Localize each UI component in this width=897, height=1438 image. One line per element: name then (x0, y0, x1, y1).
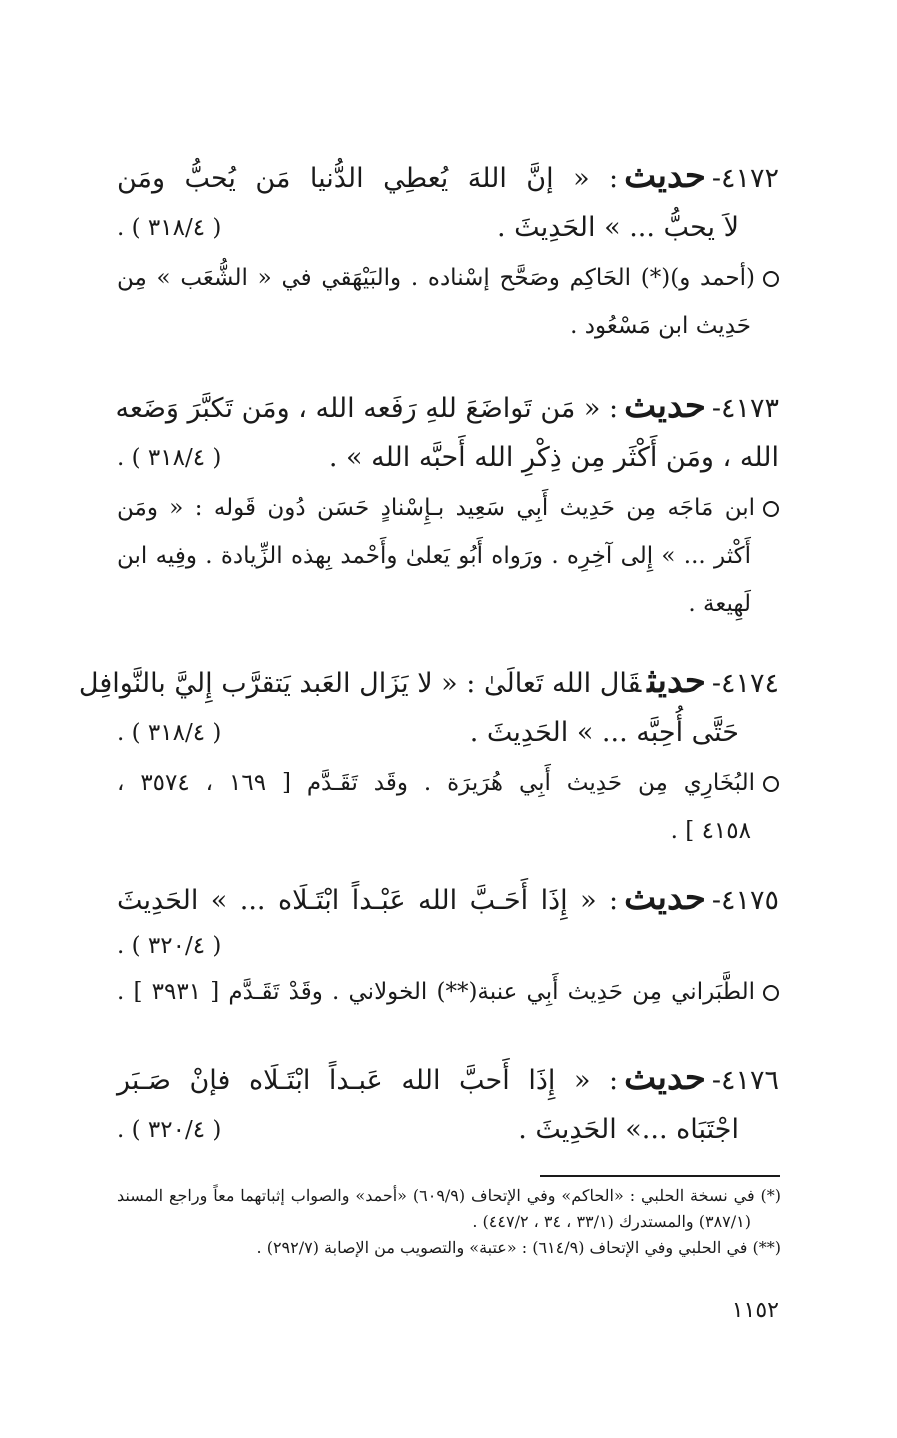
commentary-text: (أحمد و)(*) الحَاكِم وصَحَّح إسْناده . والبَيْهَقي في « الشُّعَب » مِن (117, 265, 755, 291)
entry-heading-text: حَتَّى أُحِبَّه ... » الحَدِيثَ . (469, 717, 739, 748)
footnotes (117, 1183, 781, 1261)
hadith-entry-4176 (117, 1052, 779, 1156)
entry-heading-line (117, 432, 779, 484)
footnote-divider (540, 1175, 780, 1177)
entry-heading-line (117, 872, 779, 924)
commentary-text: الطَّبَراني مِن حَدِيث أَبِي عنبة(**) الخولاني . وقَدْ تَقَـدَّم [ ٣٩٣١ ] . (117, 979, 755, 1005)
entry-heading-line (78, 655, 779, 707)
entry-heading-line (117, 1104, 779, 1156)
entry-heading-text: اجْتَبَاه ...» الحَدِيثَ . (518, 1114, 739, 1145)
entry-heading-text: : « مَن تَواضَعَ للهِ رَفَعه الله ، ومَن تَكبَّرَ وَضَعه (115, 393, 619, 424)
entry-heading-text: : « إنَّ اللهَ يُعطِي الدُّنيا مَن يُحبُّ ومَن (117, 163, 619, 194)
page-number: ١١٥٢ (731, 1298, 779, 1323)
commentary-line (117, 968, 779, 1016)
commentary-text: حَدِيث ابن مَسْعُود . (570, 313, 751, 339)
commentary-text: أَكْثر ... » إِلى آخِرِه . ورَواه أَبُو يَعلىٰ وأَحْمد بِهذه الزِّيادة . وفِيه ابن (117, 543, 751, 569)
hadith-entry-4174 (78, 655, 779, 855)
commentary-text: لَهِيعة . (688, 591, 751, 617)
entry-keyword: حديث (624, 1058, 706, 1098)
circle-bullet-icon (763, 776, 779, 792)
entry-keyword: حديث (624, 156, 706, 196)
entry-keyword: حديث (624, 386, 706, 426)
commentary-line (117, 484, 779, 532)
entry-heading-line (117, 150, 779, 202)
footnote-line: (٣٨٧/١) والمستدرك (٣٣/١ ، ٣٤ ، ٤٤٧/٢) . (472, 1212, 751, 1231)
hadith-entry-4172 (117, 150, 779, 350)
commentary-text: ٤١٥٨ ] . (670, 818, 751, 844)
entry-heading-text: لاَ يحبُّ ... » الحَدِيثَ . (497, 212, 739, 243)
source-reference: ( ٣٢٠/٤ ) . (117, 933, 222, 959)
circle-bullet-icon (763, 501, 779, 517)
entry-number: ٤١٧٢- (711, 163, 779, 194)
commentary-line (117, 807, 779, 855)
entry-heading-text: قَال الله تَعالَىٰ : « لا يَزَال العَبد يَتقرَّب إِليَّ بالنَّوافِل (78, 668, 642, 699)
commentary-text: البُخَارِي مِن حَدِيث أَبِي هُرَيرَة . وقَد تَقَـدَّم [ ١٦٩ ، ٣٥٧٤ ، (117, 770, 756, 796)
source-reference: ( ٣١٨/٤ ) . (117, 215, 222, 241)
entry-heading-line (117, 380, 779, 432)
entry-heading-text: : « إِذَا أَحبَّ الله عَبـداً ابْتَـلَاه فإنْ صَـبَر (117, 1065, 619, 1096)
hadith-entry-4173 (117, 380, 779, 628)
commentary-line (117, 532, 779, 580)
hadith-entry-4175 (117, 872, 779, 1016)
entry-number: ٤١٧٣- (711, 393, 779, 424)
circle-bullet-icon (763, 985, 779, 1001)
footnote-line: (**) في الحلبي وفي الإتحاف (٦١٤/٩) : «عتبة» والتصويب من الإصابة (٢٩٢/٧) . (256, 1238, 781, 1257)
footnote-line: (*) في نسخة الحلبي : «الحاكم» وفي الإتحاف (٦٠٩/٩) «أحمد» والصواب إثباتهما معاً وراجع المسند (117, 1186, 781, 1205)
entry-heading-line (117, 202, 779, 254)
commentary-text: ابن مَاجَه مِن حَدِيث أَبِي سَعِيد بـإِسْنادٍ حَسَن دُون قَوله : « ومَن (117, 495, 755, 521)
circle-bullet-icon (763, 271, 779, 287)
source-reference: ( ٣١٨/٤ ) . (117, 445, 222, 471)
entry-keyword: حديث (624, 878, 706, 918)
entry-keyword: حديث (647, 661, 706, 701)
commentary-line (117, 580, 779, 628)
source-reference: ( ٣١٨/٤ ) . (117, 720, 222, 746)
entry-heading-line (117, 1052, 779, 1104)
commentary-line (117, 759, 779, 807)
entry-heading-line (117, 707, 779, 759)
entry-number: ٤١٧٤- (711, 668, 779, 699)
entry-heading-text: : « إِذَا أَحَـبَّ الله عَبْـداً ابْتَـلَاه ... » الحَدِيثَ (117, 885, 619, 916)
source-reference-line (117, 924, 779, 968)
entry-heading-text: الله ، ومَن أَكْثَر مِن ذِكْرِ الله أَحبَّه الله » . (328, 442, 779, 473)
commentary-line (117, 302, 779, 350)
entry-number: ٤١٧٥- (711, 885, 779, 916)
source-reference: ( ٣٢٠/٤ ) . (117, 1117, 222, 1143)
commentary-line (117, 254, 779, 302)
entry-number: ٤١٧٦- (711, 1065, 779, 1096)
